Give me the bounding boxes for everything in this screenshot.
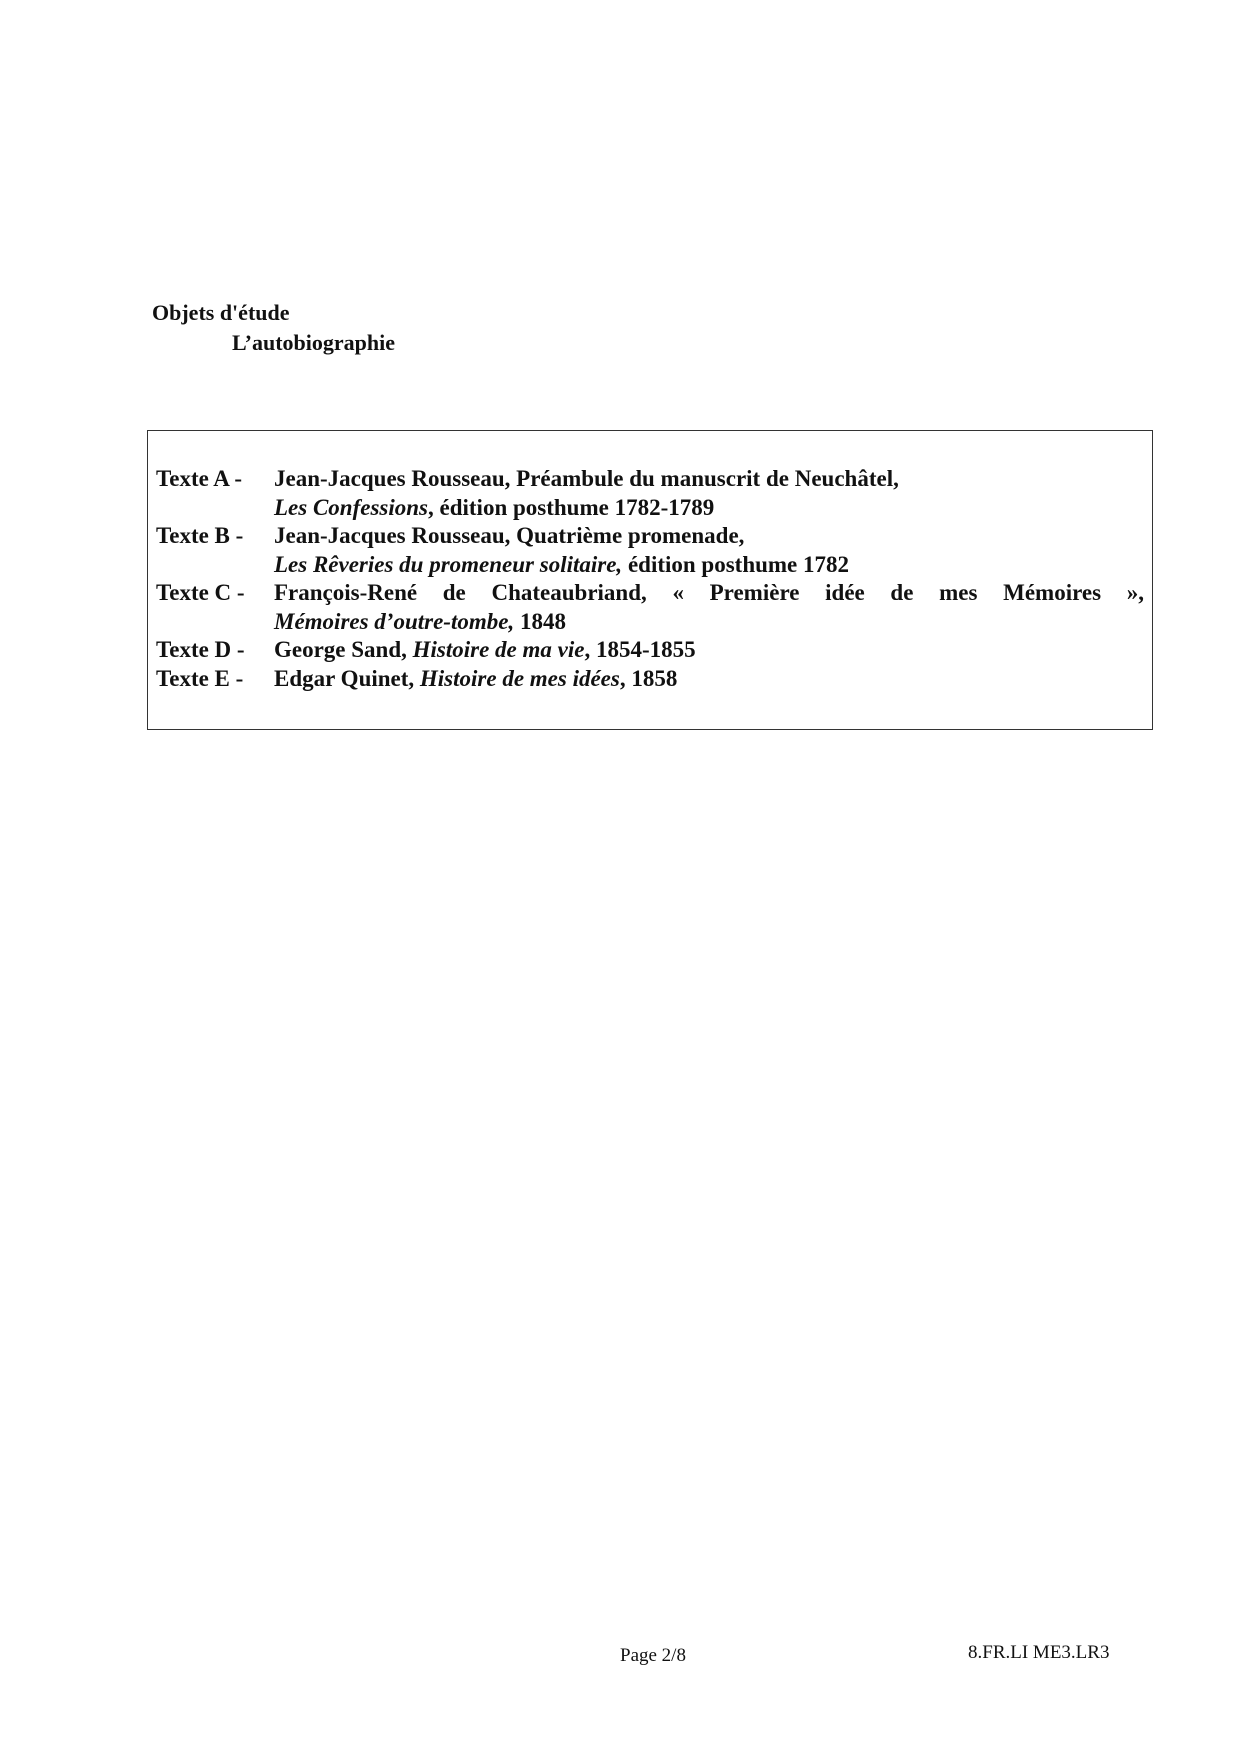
- entry-line-2: [274, 551, 1144, 580]
- work-title: Histoire de ma vie: [412, 637, 585, 662]
- entry-line-2: [274, 608, 1144, 637]
- entry-body: [274, 465, 1144, 522]
- corpus-entry-a: [156, 465, 1144, 522]
- edition-info: 1848: [514, 608, 566, 634]
- corpus-entry-b: [156, 522, 1144, 579]
- edition-info: , édition posthume 1782-1789: [428, 494, 715, 520]
- entry-body: [274, 522, 1144, 579]
- entry-line-1: [274, 636, 1144, 665]
- work-title: Les Confessions: [274, 494, 428, 520]
- work-title: Mémoires d’outre-tombe,: [274, 608, 515, 634]
- corpus-box: [147, 430, 1153, 730]
- heading-title: Objets d'étude: [152, 300, 290, 325]
- entry-label: Texte C -: [156, 580, 245, 605]
- entry-label: Texte D -: [156, 637, 245, 662]
- edition-info: , 1858: [619, 665, 678, 691]
- entry-body: [274, 636, 1144, 665]
- entry-line-1: [274, 665, 1144, 694]
- entry-label: Texte E -: [156, 665, 244, 691]
- author-name: George Sand,: [274, 637, 413, 662]
- work-title: Histoire de mes idées: [419, 665, 620, 691]
- entry-line-2: [274, 494, 1144, 523]
- entry-body: [274, 665, 1144, 694]
- entry-body: [274, 579, 1144, 636]
- heading-subtitle: L’autobiographie: [232, 330, 396, 355]
- author-name: Edgar Quinet,: [274, 665, 420, 691]
- page-number: Page 2/8: [620, 1645, 686, 1666]
- document-code: 8.FR.LI ME3.LR3: [968, 1642, 1110, 1663]
- edition-info: , 1854-1855: [584, 637, 696, 662]
- edition-info: édition posthume 1782: [622, 551, 850, 577]
- corpus-entry-d: [156, 636, 1144, 665]
- corpus-entry-e: [156, 665, 1144, 694]
- entry-label: Texte B -: [156, 523, 244, 548]
- entry-line-1: Jean-Jacques Rousseau, Préambule du manuscrit de Neuchâtel,: [274, 466, 899, 491]
- study-objects-heading: [152, 298, 395, 358]
- entry-line-1: Jean-Jacques Rousseau, Quatrième promenade,: [274, 523, 745, 548]
- entry-label: Texte A -: [156, 466, 243, 491]
- corpus-list: [156, 465, 1144, 693]
- entry-line-1: François-René de Chateaubriand, « Première idée de mes Mémoires »,: [274, 580, 1144, 605]
- work-title: Les Rêveries du promeneur solitaire,: [274, 551, 623, 577]
- corpus-entry-c: [156, 579, 1144, 636]
